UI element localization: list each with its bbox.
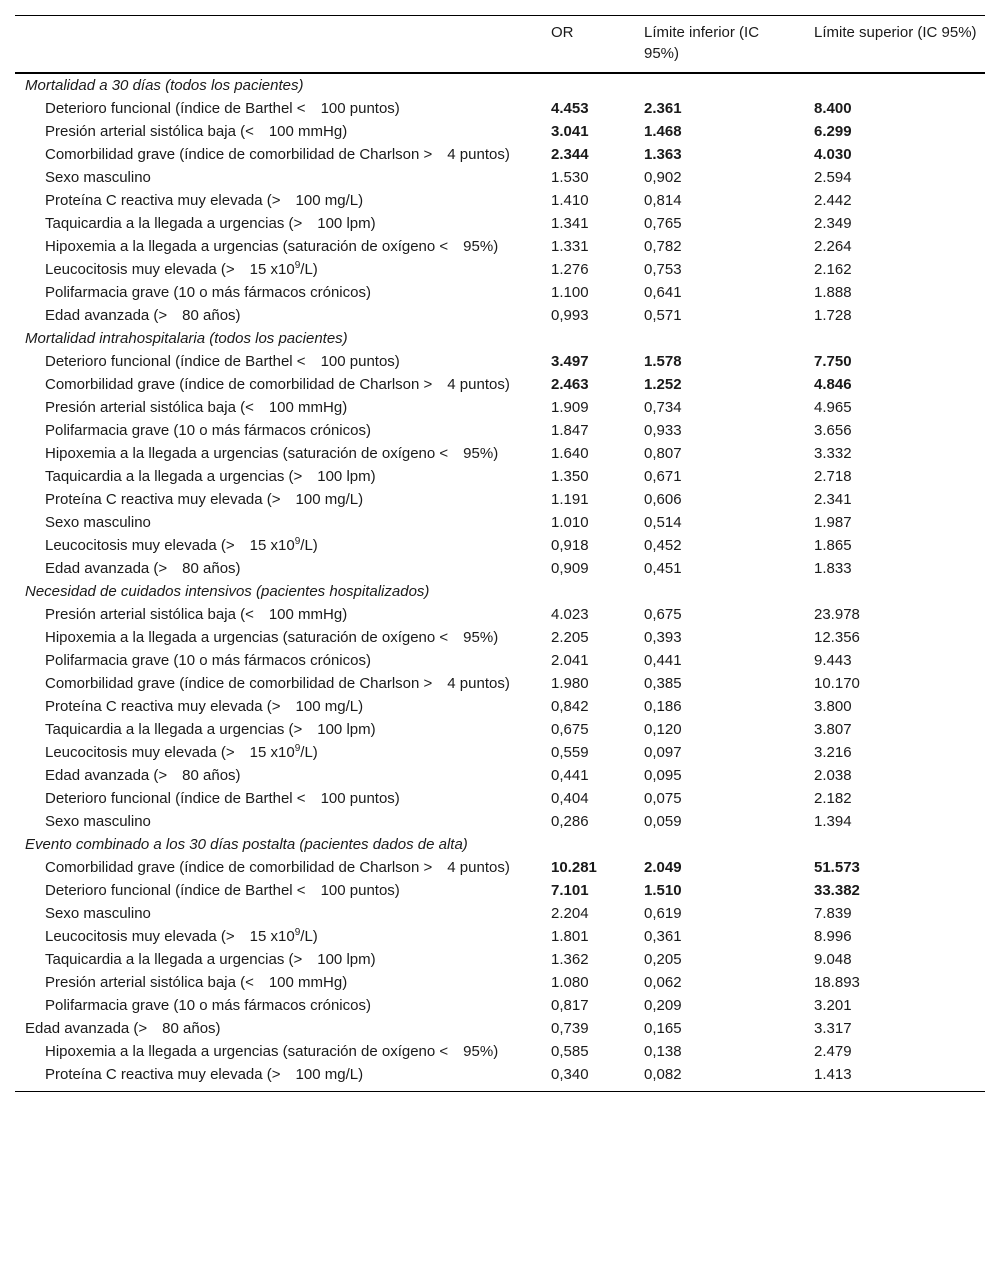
odds-ratio-value: 2.344 bbox=[551, 146, 589, 163]
odds-ratio-value: 0,441 bbox=[551, 767, 589, 784]
upper-ci-value: 3.807 bbox=[814, 721, 852, 738]
row-label-text: Presión arterial sistólica baja (< 100 mmHg) bbox=[45, 399, 348, 416]
lower-ci-value: 0,393 bbox=[644, 629, 682, 646]
row-label-text: Leucocitosis muy elevada (> 15 x10 bbox=[45, 928, 295, 945]
row-label-text: Comorbilidad grave (índice de comorbilidad de Charlson > 4 puntos) bbox=[45, 859, 510, 876]
row-label-text: Edad avanzada (> 80 años) bbox=[25, 1020, 221, 1037]
upper-ci-value: 7.750 bbox=[814, 353, 852, 370]
row-label bbox=[15, 810, 543, 833]
table-row bbox=[15, 1063, 985, 1092]
odds-ratio-value: 1.331 bbox=[551, 238, 589, 255]
row-label bbox=[15, 419, 543, 442]
odds-ratio-value: 0,739 bbox=[551, 1020, 589, 1037]
upper-ci-value: 2.442 bbox=[814, 192, 852, 209]
row-label bbox=[15, 764, 543, 787]
row-label bbox=[15, 97, 543, 120]
row-label-text: Leucocitosis muy elevada (> 15 x10 bbox=[45, 537, 295, 554]
row-label bbox=[15, 925, 543, 948]
row-label-text: Proteína C reactiva muy elevada (> 100 mg/L) bbox=[45, 491, 364, 508]
lower-ci-value: 0,902 bbox=[644, 169, 682, 186]
row-label bbox=[15, 235, 543, 258]
table-row bbox=[15, 97, 985, 120]
table-row bbox=[15, 465, 985, 488]
lower-ci-value: 0,514 bbox=[644, 514, 682, 531]
odds-ratio-value: 2.204 bbox=[551, 905, 589, 922]
table-row bbox=[15, 442, 985, 465]
table-row bbox=[15, 350, 985, 373]
section-title: Necesidad de cuidados intensivos (pacientes hospitalizados) bbox=[25, 583, 430, 600]
odds-ratio-value: 10.281 bbox=[551, 859, 597, 876]
odds-ratio-value: 1.010 bbox=[551, 514, 589, 531]
row-label bbox=[15, 787, 543, 810]
table-row bbox=[15, 649, 985, 672]
upper-ci-value: 2.264 bbox=[814, 238, 852, 255]
row-label-text: Edad avanzada (> 80 años) bbox=[45, 767, 241, 784]
row-label-text: Deterioro funcional (índice de Barthel < 100 puntos) bbox=[45, 353, 400, 370]
row-label bbox=[15, 879, 543, 902]
row-label bbox=[15, 695, 543, 718]
lower-ci-value: 0,814 bbox=[644, 192, 682, 209]
lower-ci-value: 0,606 bbox=[644, 491, 682, 508]
row-label-text: Sexo masculino bbox=[45, 169, 151, 186]
odds-ratio-value: 3.497 bbox=[551, 353, 589, 370]
lower-ci-value: 0,807 bbox=[644, 445, 682, 462]
lower-ci-value: 1.510 bbox=[644, 882, 682, 899]
upper-ci-value: 3.317 bbox=[814, 1020, 852, 1037]
row-label bbox=[15, 534, 543, 557]
odds-ratio-value: 4.023 bbox=[551, 606, 589, 623]
table-row bbox=[15, 258, 985, 281]
row-label-text: Proteína C reactiva muy elevada (> 100 mg/L) bbox=[45, 1066, 364, 1083]
lower-ci-value: 0,571 bbox=[644, 307, 682, 324]
upper-ci-value: 51.573 bbox=[814, 859, 860, 876]
odds-ratio-value: 0,842 bbox=[551, 698, 589, 715]
lower-ci-value: 0,082 bbox=[644, 1066, 682, 1083]
upper-ci-value: 1.865 bbox=[814, 537, 852, 554]
lower-ci-value: 2.049 bbox=[644, 859, 682, 876]
table-header bbox=[15, 16, 985, 74]
row-label-text: Edad avanzada (> 80 años) bbox=[45, 307, 241, 324]
upper-ci-value: 2.479 bbox=[814, 1043, 852, 1060]
row-label bbox=[15, 649, 543, 672]
odds-ratio-value: 0,993 bbox=[551, 307, 589, 324]
odds-ratio-value: 2.205 bbox=[551, 629, 589, 646]
header-or: OR bbox=[551, 24, 574, 41]
row-label bbox=[15, 166, 543, 189]
row-label bbox=[15, 488, 543, 511]
row-label-text: Hipoxemia a la llegada a urgencias (saturación de oxígeno < 95%) bbox=[45, 1043, 499, 1060]
row-label-text: Hipoxemia a la llegada a urgencias (saturación de oxígeno < 95%) bbox=[45, 445, 499, 462]
table-row bbox=[15, 741, 985, 764]
row-label-text: Comorbilidad grave (índice de comorbilidad de Charlson > 4 puntos) bbox=[45, 146, 510, 163]
table-row bbox=[15, 603, 985, 626]
row-label-text: Leucocitosis muy elevada (> 15 x10 bbox=[45, 261, 295, 278]
lower-ci-value: 1.578 bbox=[644, 353, 682, 370]
row-label bbox=[15, 626, 543, 649]
row-label-text: Presión arterial sistólica baja (< 100 mmHg) bbox=[45, 123, 348, 140]
odds-ratio-value: 1.909 bbox=[551, 399, 589, 416]
row-label-text-end: /L) bbox=[300, 744, 318, 761]
lower-ci-value: 0,385 bbox=[644, 675, 682, 692]
row-label bbox=[15, 281, 543, 304]
odds-ratio-value: 1.341 bbox=[551, 215, 589, 232]
lower-ci-value: 0,205 bbox=[644, 951, 682, 968]
section-row bbox=[15, 73, 985, 97]
row-label bbox=[15, 442, 543, 465]
table-row bbox=[15, 787, 985, 810]
lower-ci-value: 0,209 bbox=[644, 997, 682, 1014]
upper-ci-value: 3.656 bbox=[814, 422, 852, 439]
lower-ci-value: 0,734 bbox=[644, 399, 682, 416]
table-row bbox=[15, 810, 985, 833]
lower-ci-value: 2.361 bbox=[644, 100, 682, 117]
row-label bbox=[15, 258, 543, 281]
row-label-text: Taquicardia a la llegada a urgencias (> 100 lpm) bbox=[45, 951, 376, 968]
table-row bbox=[15, 534, 985, 557]
upper-ci-value: 4.030 bbox=[814, 146, 852, 163]
row-label bbox=[15, 511, 543, 534]
row-label-text: Polifarmacia grave (10 o más fármacos crónicos) bbox=[45, 284, 371, 301]
table-row bbox=[15, 166, 985, 189]
row-label-text-end: /L) bbox=[300, 537, 318, 554]
lower-ci-value: 0,059 bbox=[644, 813, 682, 830]
upper-ci-value: 2.341 bbox=[814, 491, 852, 508]
odds-ratio-value: 0,559 bbox=[551, 744, 589, 761]
upper-ci-value: 1.394 bbox=[814, 813, 852, 830]
lower-ci-value: 0,186 bbox=[644, 698, 682, 715]
lower-ci-value: 0,120 bbox=[644, 721, 682, 738]
upper-ci-value: 12.356 bbox=[814, 629, 860, 646]
table-row bbox=[15, 764, 985, 787]
row-label-text: Presión arterial sistólica baja (< 100 mmHg) bbox=[45, 974, 348, 991]
row-label-text-end: /L) bbox=[300, 928, 318, 945]
row-label bbox=[15, 120, 543, 143]
table-row bbox=[15, 143, 985, 166]
upper-ci-value: 7.839 bbox=[814, 905, 852, 922]
table-row bbox=[15, 373, 985, 396]
upper-ci-value: 2.182 bbox=[814, 790, 852, 807]
lower-ci-value: 0,671 bbox=[644, 468, 682, 485]
upper-ci-value: 33.382 bbox=[814, 882, 860, 899]
row-label bbox=[15, 1017, 543, 1040]
upper-ci-value: 3.332 bbox=[814, 445, 852, 462]
lower-ci-value: 1.468 bbox=[644, 123, 682, 140]
row-label-text: Presión arterial sistólica baja (< 100 mmHg) bbox=[45, 606, 348, 623]
upper-ci-value: 2.718 bbox=[814, 468, 852, 485]
upper-ci-value: 8.400 bbox=[814, 100, 852, 117]
odds-ratio-value: 4.453 bbox=[551, 100, 589, 117]
lower-ci-value: 0,075 bbox=[644, 790, 682, 807]
row-label bbox=[15, 971, 543, 994]
lower-ci-value: 0,675 bbox=[644, 606, 682, 623]
row-label bbox=[15, 994, 543, 1017]
odds-ratio-value: 1.801 bbox=[551, 928, 589, 945]
row-label-text: Proteína C reactiva muy elevada (> 100 mg/L) bbox=[45, 192, 364, 209]
lower-ci-value: 0,451 bbox=[644, 560, 682, 577]
section-row bbox=[15, 580, 985, 603]
odds-ratio-value: 1.847 bbox=[551, 422, 589, 439]
upper-ci-value: 9.048 bbox=[814, 951, 852, 968]
row-label-superscript: 9 bbox=[294, 927, 301, 938]
row-label-text: Proteína C reactiva muy elevada (> 100 mg/L) bbox=[45, 698, 364, 715]
row-label bbox=[15, 189, 543, 212]
lower-ci-value: 0,933 bbox=[644, 422, 682, 439]
odds-ratio-value: 0,918 bbox=[551, 537, 589, 554]
upper-ci-value: 1.888 bbox=[814, 284, 852, 301]
upper-ci-value: 2.038 bbox=[814, 767, 852, 784]
row-label-text: Leucocitosis muy elevada (> 15 x10 bbox=[45, 744, 295, 761]
row-label-text: Edad avanzada (> 80 años) bbox=[45, 560, 241, 577]
odds-ratio-value: 7.101 bbox=[551, 882, 589, 899]
upper-ci-value: 1.987 bbox=[814, 514, 852, 531]
odds-ratio-value: 1.410 bbox=[551, 192, 589, 209]
table-row bbox=[15, 557, 985, 580]
upper-ci-value: 1.728 bbox=[814, 307, 852, 324]
table-row bbox=[15, 695, 985, 718]
row-label bbox=[15, 143, 543, 166]
row-label bbox=[15, 465, 543, 488]
table-row bbox=[15, 281, 985, 304]
odds-ratio-value: 0,340 bbox=[551, 1066, 589, 1083]
section-row bbox=[15, 327, 985, 350]
row-label-text: Taquicardia a la llegada a urgencias (> 100 lpm) bbox=[45, 721, 376, 738]
row-label bbox=[15, 718, 543, 741]
odds-ratio-value: 2.463 bbox=[551, 376, 589, 393]
upper-ci-value: 4.846 bbox=[814, 376, 852, 393]
lower-ci-value: 0,452 bbox=[644, 537, 682, 554]
row-label-text: Polifarmacia grave (10 o más fármacos crónicos) bbox=[45, 422, 371, 439]
section-row bbox=[15, 833, 985, 856]
table-row bbox=[15, 396, 985, 419]
lower-ci-value: 1.363 bbox=[644, 146, 682, 163]
table-row bbox=[15, 994, 985, 1017]
section-title: Mortalidad intrahospitalaria (todos los pacientes) bbox=[25, 330, 348, 347]
table-row bbox=[15, 511, 985, 534]
section-title: Mortalidad a 30 días (todos los pacientes) bbox=[25, 77, 304, 94]
row-label bbox=[15, 902, 543, 925]
odds-ratio-value: 0,909 bbox=[551, 560, 589, 577]
row-label bbox=[15, 373, 543, 396]
table-row bbox=[15, 1040, 985, 1063]
odds-ratio-value: 2.041 bbox=[551, 652, 589, 669]
row-label-text-end: /L) bbox=[300, 261, 318, 278]
upper-ci-value: 10.170 bbox=[814, 675, 860, 692]
lower-ci-value: 0,095 bbox=[644, 767, 682, 784]
upper-ci-value: 18.893 bbox=[814, 974, 860, 991]
lower-ci-value: 0,441 bbox=[644, 652, 682, 669]
upper-ci-value: 4.965 bbox=[814, 399, 852, 416]
lower-ci-value: 0,138 bbox=[644, 1043, 682, 1060]
row-label-text: Sexo masculino bbox=[45, 813, 151, 830]
upper-ci-value: 8.996 bbox=[814, 928, 852, 945]
table-row bbox=[15, 235, 985, 258]
row-label-text: Sexo masculino bbox=[45, 514, 151, 531]
upper-ci-value: 23.978 bbox=[814, 606, 860, 623]
row-label-text: Comorbilidad grave (índice de comorbilidad de Charlson > 4 puntos) bbox=[45, 675, 510, 692]
table-row bbox=[15, 879, 985, 902]
upper-ci-value: 1.413 bbox=[814, 1066, 852, 1083]
lower-ci-value: 0,165 bbox=[644, 1020, 682, 1037]
lower-ci-value: 0,782 bbox=[644, 238, 682, 255]
upper-ci-value: 2.349 bbox=[814, 215, 852, 232]
row-label bbox=[15, 1040, 543, 1063]
lower-ci-value: 0,619 bbox=[644, 905, 682, 922]
header-upper-ci: Límite superior (IC 95%) bbox=[814, 24, 977, 41]
upper-ci-value: 1.833 bbox=[814, 560, 852, 577]
row-label-text: Polifarmacia grave (10 o más fármacos crónicos) bbox=[45, 652, 371, 669]
row-label bbox=[15, 741, 543, 764]
row-label-superscript: 9 bbox=[294, 260, 301, 271]
table-row bbox=[15, 902, 985, 925]
upper-ci-value: 2.594 bbox=[814, 169, 852, 186]
odds-ratio-value: 1.191 bbox=[551, 491, 589, 508]
odds-ratio-value: 0,585 bbox=[551, 1043, 589, 1060]
results-table-container bbox=[15, 15, 985, 1092]
table-row bbox=[15, 120, 985, 143]
lower-ci-value: 0,641 bbox=[644, 284, 682, 301]
odds-ratio-value: 3.041 bbox=[551, 123, 589, 140]
odds-ratio-value: 1.530 bbox=[551, 169, 589, 186]
odds-ratio-value: 1.640 bbox=[551, 445, 589, 462]
row-label-text: Deterioro funcional (índice de Barthel < 100 puntos) bbox=[45, 882, 400, 899]
row-label-superscript: 9 bbox=[294, 536, 301, 547]
row-label-text: Deterioro funcional (índice de Barthel < 100 puntos) bbox=[45, 100, 400, 117]
header-label bbox=[15, 16, 543, 74]
header-lower-ci: Límite inferior (IC 95%) bbox=[644, 24, 760, 62]
row-label-superscript: 9 bbox=[294, 743, 301, 754]
row-label bbox=[15, 856, 543, 879]
odds-ratio-value: 1.080 bbox=[551, 974, 589, 991]
row-label-text: Comorbilidad grave (índice de comorbilidad de Charlson > 4 puntos) bbox=[45, 376, 510, 393]
odds-ratio-value: 0,817 bbox=[551, 997, 589, 1014]
lower-ci-value: 0,062 bbox=[644, 974, 682, 991]
upper-ci-value: 3.216 bbox=[814, 744, 852, 761]
lower-ci-value: 0,765 bbox=[644, 215, 682, 232]
upper-ci-value: 3.201 bbox=[814, 997, 852, 1014]
odds-ratio-value: 0,404 bbox=[551, 790, 589, 807]
row-label-text: Taquicardia a la llegada a urgencias (> 100 lpm) bbox=[45, 215, 376, 232]
lower-ci-value: 0,753 bbox=[644, 261, 682, 278]
row-label bbox=[15, 557, 543, 580]
upper-ci-value: 9.443 bbox=[814, 652, 852, 669]
table-body bbox=[15, 73, 985, 1092]
table-row bbox=[15, 419, 985, 442]
table-row bbox=[15, 948, 985, 971]
row-label bbox=[15, 396, 543, 419]
section-title: Evento combinado a los 30 días postalta (pacientes dados de alta) bbox=[25, 836, 468, 853]
odds-ratio-value: 0,286 bbox=[551, 813, 589, 830]
row-label-text: Hipoxemia a la llegada a urgencias (saturación de oxígeno < 95%) bbox=[45, 629, 499, 646]
upper-ci-value: 3.800 bbox=[814, 698, 852, 715]
row-label-text: Deterioro funcional (índice de Barthel < 100 puntos) bbox=[45, 790, 400, 807]
odds-ratio-value: 1.362 bbox=[551, 951, 589, 968]
row-label bbox=[15, 212, 543, 235]
odds-ratio-value: 1.350 bbox=[551, 468, 589, 485]
row-label bbox=[15, 948, 543, 971]
table-row bbox=[15, 212, 985, 235]
table-row bbox=[15, 626, 985, 649]
table-row bbox=[15, 971, 985, 994]
upper-ci-value: 6.299 bbox=[814, 123, 852, 140]
row-label bbox=[15, 304, 543, 327]
table-row bbox=[15, 718, 985, 741]
row-label-text: Taquicardia a la llegada a urgencias (> 100 lpm) bbox=[45, 468, 376, 485]
table-row bbox=[15, 189, 985, 212]
row-label-text: Hipoxemia a la llegada a urgencias (saturación de oxígeno < 95%) bbox=[45, 238, 499, 255]
table-row bbox=[15, 304, 985, 327]
header-row bbox=[15, 16, 985, 74]
upper-ci-value: 2.162 bbox=[814, 261, 852, 278]
odds-ratio-value: 1.100 bbox=[551, 284, 589, 301]
lower-ci-value: 0,361 bbox=[644, 928, 682, 945]
row-label-text: Polifarmacia grave (10 o más fármacos crónicos) bbox=[45, 997, 371, 1014]
odds-ratio-value: 1.276 bbox=[551, 261, 589, 278]
table-row bbox=[15, 856, 985, 879]
row-label bbox=[15, 603, 543, 626]
lower-ci-value: 1.252 bbox=[644, 376, 682, 393]
table-row bbox=[15, 672, 985, 695]
row-label bbox=[15, 350, 543, 373]
row-label-text: Sexo masculino bbox=[45, 905, 151, 922]
row-label bbox=[15, 672, 543, 695]
odds-ratio-value: 1.980 bbox=[551, 675, 589, 692]
table-row bbox=[15, 1017, 985, 1040]
lower-ci-value: 0,097 bbox=[644, 744, 682, 761]
odds-ratio-value: 0,675 bbox=[551, 721, 589, 738]
table-row bbox=[15, 488, 985, 511]
odds-ratio-table bbox=[15, 15, 985, 1092]
table-row bbox=[15, 925, 985, 948]
row-label bbox=[15, 1063, 543, 1092]
